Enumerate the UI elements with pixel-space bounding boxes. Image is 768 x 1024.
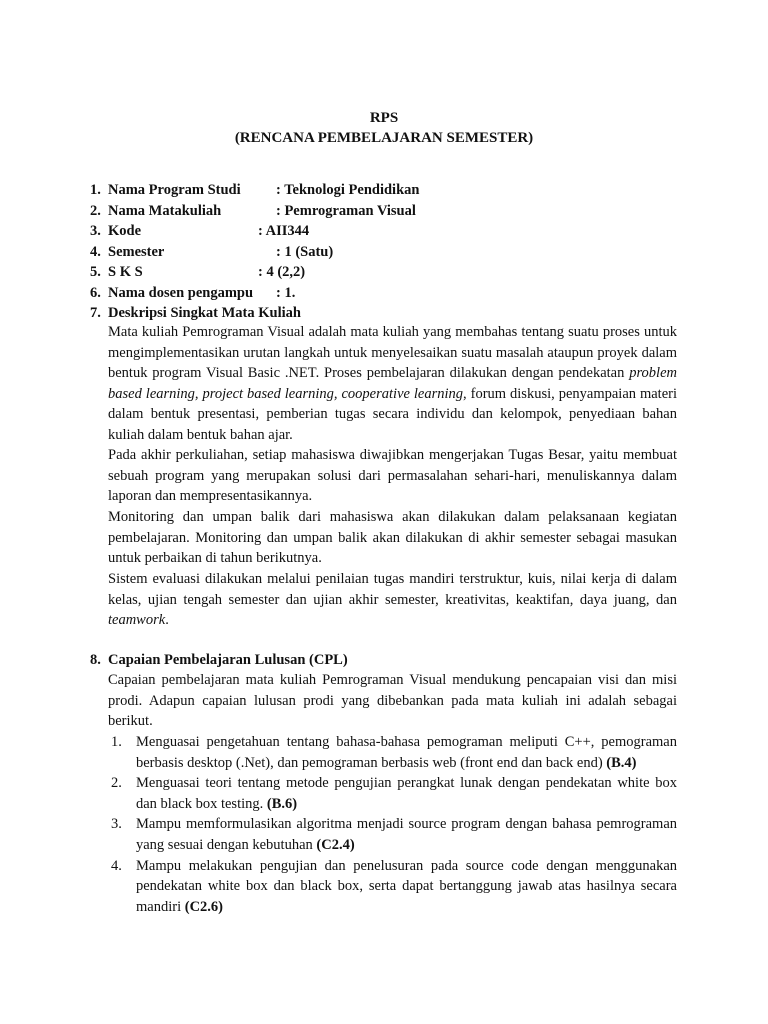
info-row-kode: [90, 221, 690, 242]
info-number: 4.: [90, 243, 101, 260]
info-number: 7.: [90, 305, 101, 321]
info-value: : 4 (2,2): [258, 264, 306, 280]
info-row-dosen: [90, 283, 690, 304]
info-row-sks: [90, 262, 690, 283]
description-text: .: [165, 612, 169, 629]
section-title: Capaian Pembelajaran Lulusan (CPL): [108, 652, 348, 668]
cpl-intro: Capaian pembelajaran mata kuliah Pemrograman Visual mendukung pencapaian visi dan misi prodi. Adapun capaian lulusan prodi yang dibebankan pada mata kuliah ini adalah sebagai berikut.: [108, 672, 677, 730]
info-value: : 1.: [276, 284, 296, 301]
description-emphasis: problem based learning, project based learning, cooperative learning: [108, 365, 677, 402]
description-paragraph-3: Monitoring dan umpan balik dari mahasiswa akan dilakukan dalam pelaksanaan kegiatan pembelajaran. Monitoring dan umpan balik akan dilakukan di akhir semester sebagai masukan untuk perbaikan di tahun berikutnya.: [108, 509, 677, 567]
info-number: 2.: [90, 202, 101, 219]
document-subtitle: (RENCANA PEMBELAJARAN SEMESTER): [234, 130, 534, 146]
list-item: [108, 856, 677, 918]
list-item-code: (C2.6): [184, 898, 223, 915]
cpl-list: [108, 732, 677, 917]
description-emphasis: teamwork: [108, 612, 166, 629]
info-value: : Teknologi Pendidikan: [276, 182, 420, 198]
info-label: Deskripsi Singkat Mata Kuliah: [108, 305, 301, 321]
description-text: , forum diskusi, penyampaian materi dalam bentuk presentasi, pemberian tugas secara individu dan kelompok, penyediaan bahan kuliah dalam bentuk bahan ajar.: [108, 385, 677, 443]
list-item-number: 3.: [111, 816, 122, 833]
info-number: 6.: [90, 284, 101, 301]
info-label: S K S: [108, 264, 143, 280]
description-text: Sistem evaluasi dilakukan melalui penilaian tugas mandiri terstruktur, kuis, nilai kerja di dalam kelas, ujian tengah semester dan ujian akhir semester, kreativitas, keaktifan, daya juang, dan: [108, 571, 677, 608]
list-item-code: (B.4): [606, 754, 637, 771]
list-item-code: (B.6): [266, 795, 298, 812]
info-number: 1.: [90, 182, 101, 198]
list-item: [108, 773, 677, 814]
info-row-semester: [90, 242, 690, 263]
list-item-number: 1.: [111, 734, 122, 750]
list-item-text: Menguasai teori tentang metode pengujian perangkat lunak dengan pendekatan white box dan black box testing.: [136, 775, 677, 812]
section-number: 8.: [90, 652, 101, 668]
info-label: Nama dosen pengampu: [108, 284, 254, 301]
info-row-program-studi: [90, 180, 690, 201]
info-label: Kode: [108, 223, 142, 239]
course-info-list: [90, 180, 690, 324]
info-value: : AII344: [258, 223, 310, 239]
list-item-text: Mampu melakukan pengujian dan penelusuran pada source code dengan menggunakan pendekatan white box dan black box, serta dapat bertanggung jawab atas hasilnya secara mandiri: [136, 857, 677, 915]
description-paragraph-4: [108, 569, 677, 631]
info-value: : 1 (Satu): [276, 243, 334, 260]
list-item-code: (C2.4): [316, 836, 355, 853]
info-label: Nama Program Studi: [108, 182, 241, 198]
list-item: [108, 814, 677, 855]
document-title: RPS: [369, 110, 399, 126]
list-item-text: Menguasai pengetahuan tentang bahasa-bahasa pemograman meliputi C++, pemograman berbasis desktop (.Net), dan pemograman berbasis web (front end dan back end): [136, 734, 677, 771]
info-label: Semester: [108, 243, 165, 260]
description-paragraph-1: [108, 322, 677, 446]
info-value: : Pemrograman Visual: [276, 202, 416, 219]
list-item-number: 2.: [111, 775, 122, 792]
description-text: Mata kuliah Pemrograman Visual adalah mata kuliah yang membahas tentang suatu proses untuk mengimplementasikan urutan langkah untuk menyelesaikan suatu masalah ataupun proyek dalam bentuk program Visual Basic .NET. Proses pembelajaran dilakukan dengan pendekatan: [108, 324, 677, 382]
info-number: 3.: [90, 223, 101, 239]
list-item: [108, 732, 677, 773]
list-item-number: 4.: [111, 857, 122, 874]
info-label: Nama Matakuliah: [108, 202, 222, 219]
description-paragraph-2: Pada akhir perkuliahan, setiap mahasiswa diwajibkan mengerjakan Tugas Besar, yaitu membuat sebuah program yang merupakan solusi dari permasalahan sehari-hari, menuliskannya dalam laporan dan mempresentasikannya.: [108, 447, 677, 505]
info-row-deskripsi: [90, 303, 690, 324]
info-number: 5.: [90, 264, 101, 280]
info-row-matakuliah: [90, 201, 690, 222]
list-item-text: Mampu memformulasikan algoritma menjadi source program dengan bahasa pemrograman yang sesuai dengan kebutuhan: [136, 816, 677, 853]
